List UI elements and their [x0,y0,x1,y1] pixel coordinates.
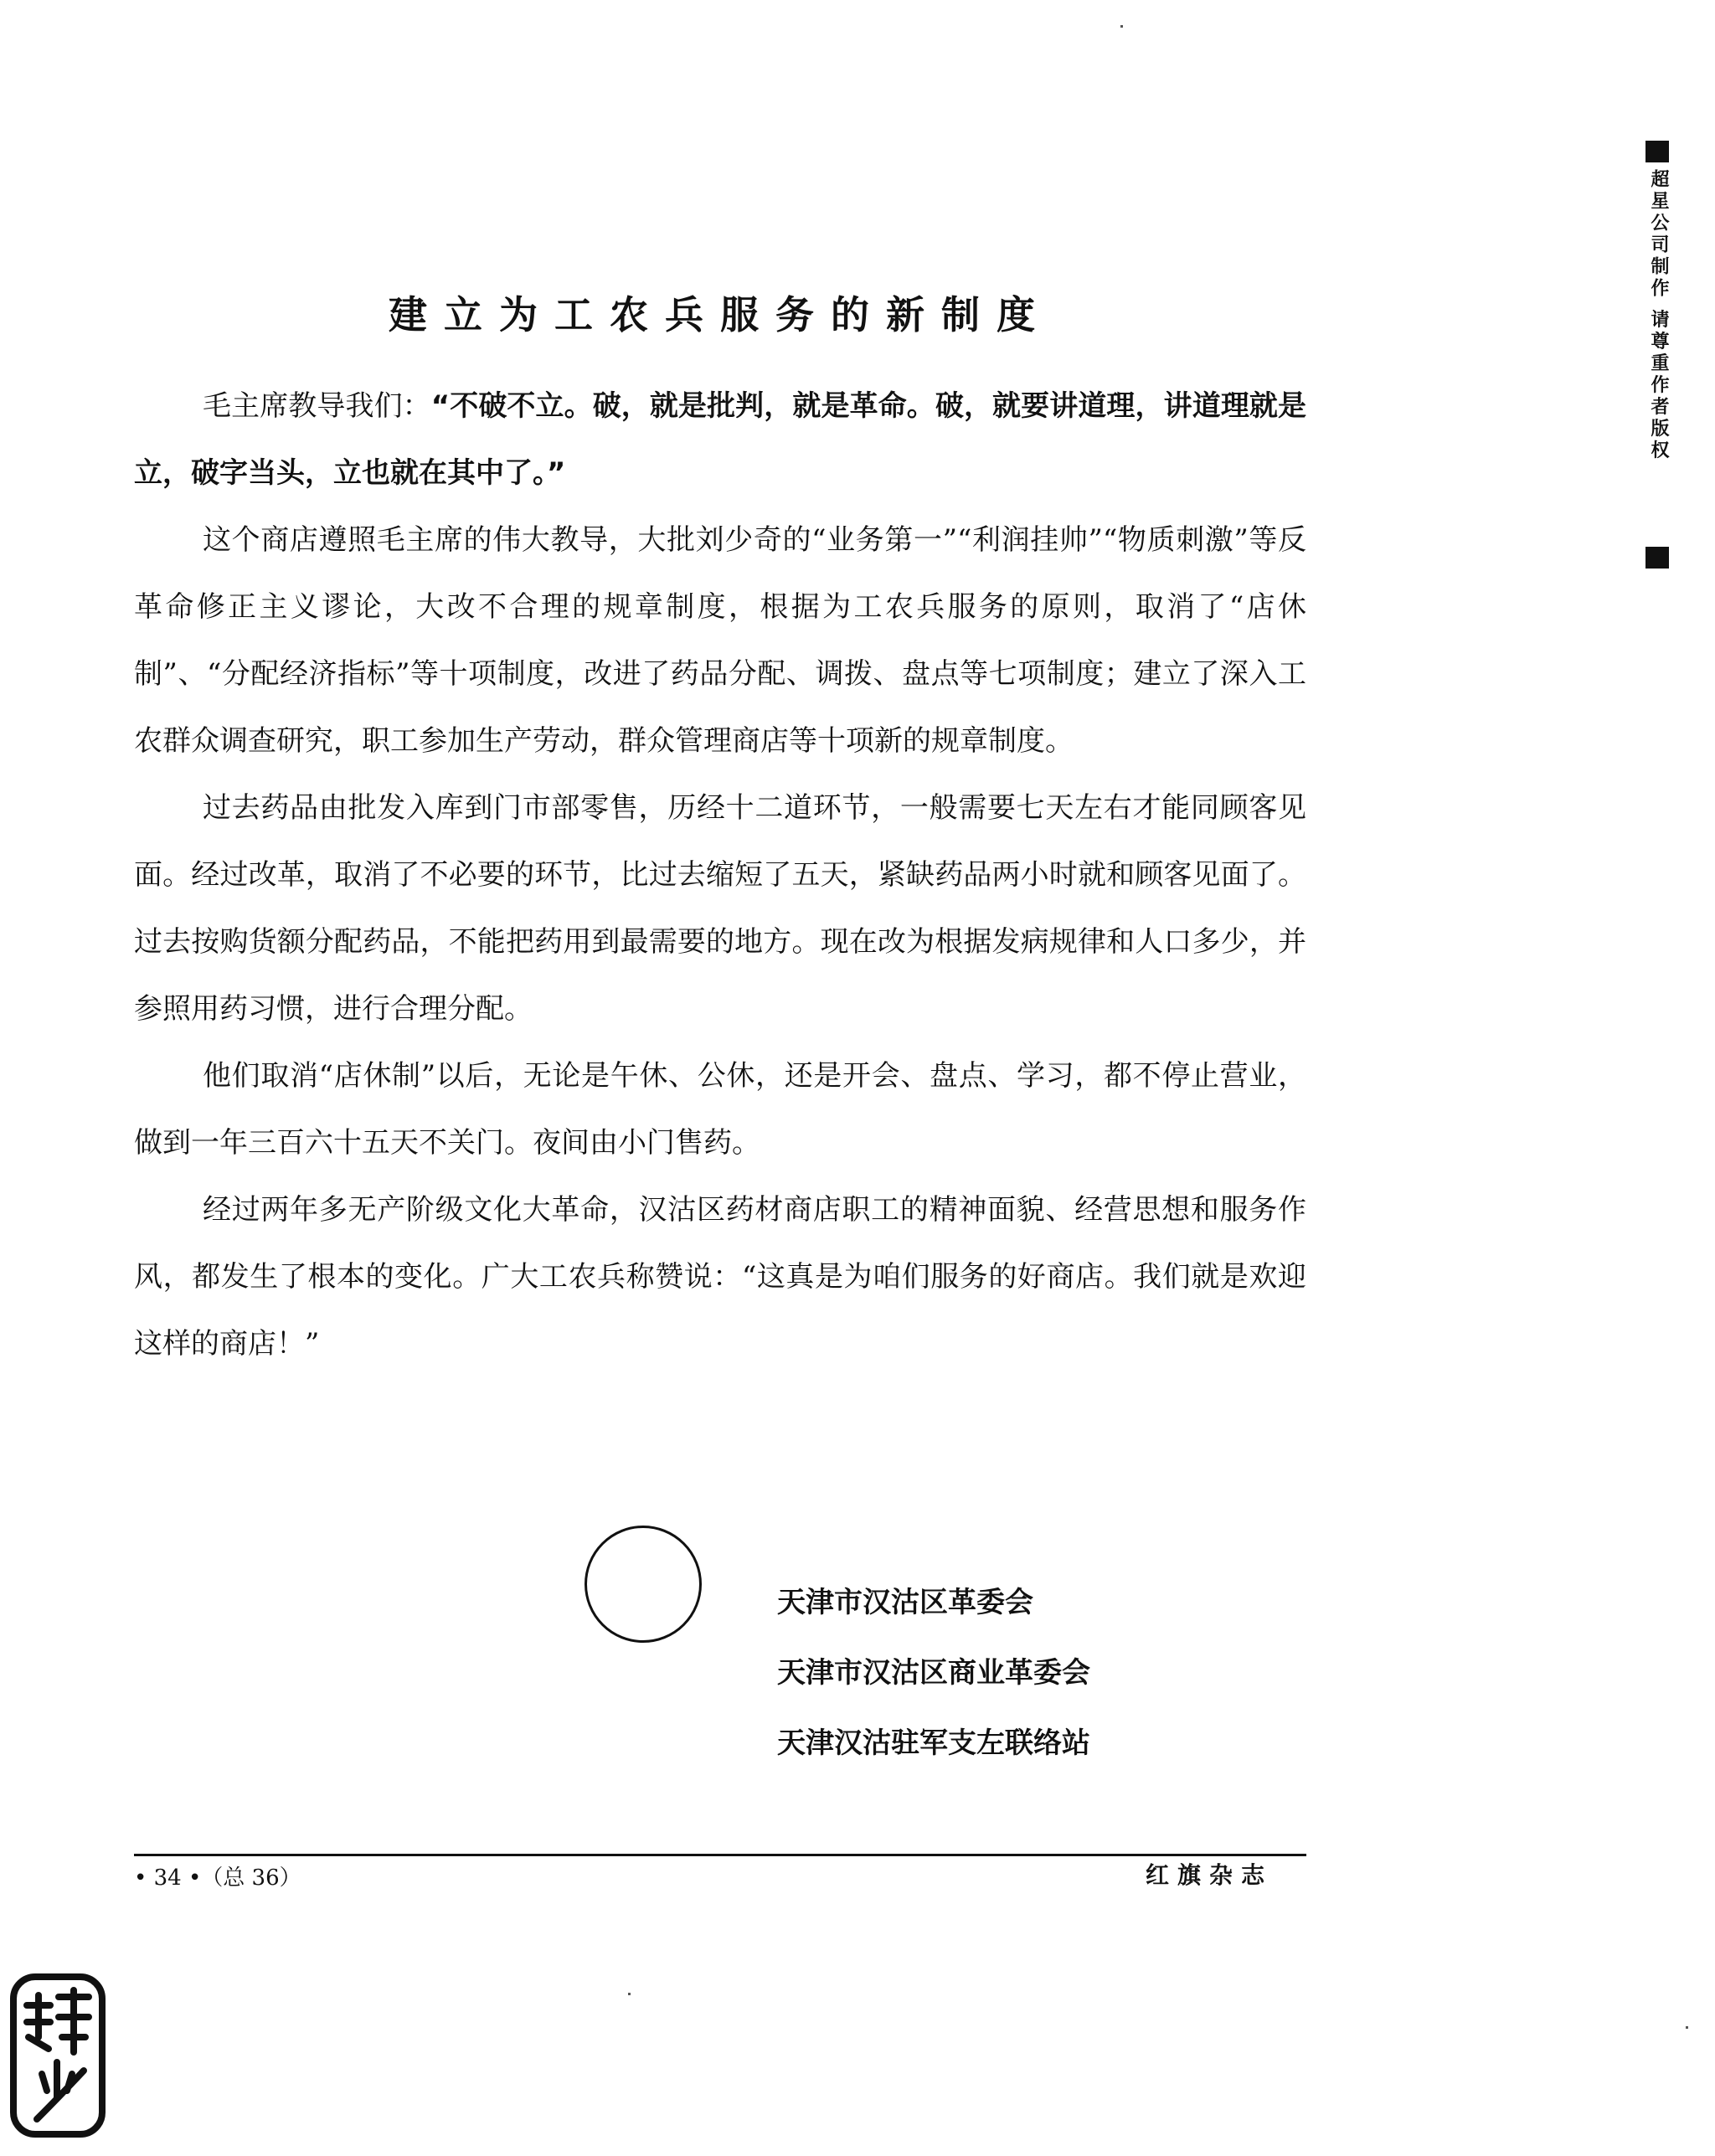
side-copyright-text: 超星公司制作 请尊重作者版权 [1648,169,1669,462]
signer-1: 天津市汉沽区革委会 [777,1586,1033,1619]
signer-2: 天津市汉沽区商业革委会 [777,1656,1090,1690]
chop-stamp-icon [8,1972,107,2139]
paragraph-3: 他们取消“店休制”以后，无论是午休、公休，还是开会、盘点、学习，都不停止营业，做到一年三百六十五天不关门。夜间由小门售药。 [134,1059,1306,1160]
paragraph-4: 经过两年多无产阶级文化大革命，汉沽区药材商店职工的精神面貌、经营思想和服务作风，都发生了根本的变化。广大工农兵称赞说：“这真是为咱们服务的好商店。我们就是欢迎这样的商店！” [134,1193,1306,1361]
footer-page-number: • 34 •（总 36） [134,1865,301,1891]
paragraph-2: 过去药品由批发入库到门市部零售，历经十二道环节，一般需要七天左右才能同顾客见面。经过改革，取消了不必要的环节，比过去缩短了五天，紧缺药品两小时就和顾客见面了。过去按购货额分配药品，不能把药用到最需要的地方。现在改为根据发病规律和人口多少，并参照用药习惯，进行合理分配。 [134,791,1306,1026]
scan-speck [628,1993,631,1995]
paragraph-1: 这个商店遵照毛主席的伟大教导，大批刘少奇的“业务第一”“利润挂帅”“物质刺激”等反革命修正主义谬论，大改不合理的规章制度，根据为工农兵服务的原则，取消了“店休制”、“分配经济指标”等十项制度，改进了药品分配、调拨、盘点等七项制度；建立了深入工农群众调查研究，职工参加生产劳动，群众管理商店等十项新的规章制度。 [134,523,1306,758]
side-copyright-strip [1645,141,1679,569]
strip-bottom-bar [1645,547,1669,569]
quote-paragraph [134,373,1306,507]
quote-intro: 毛主席教导我们： [203,389,431,423]
signer-3: 天津汉沽驻军支左联络站 [777,1726,1090,1760]
footer-journal-name: 红旗杂志 [1146,1861,1274,1889]
article-title: 建立为工农兵服务的新制度 [389,292,1052,337]
footer-divider [134,1854,1306,1856]
quote-line-2: 讲道理就是立，破字当头，立也就在其中了。” [134,389,1307,490]
seal-circle-icon [585,1526,702,1643]
signer-block [777,1567,1090,1778]
article-body [134,373,1306,1377]
strip-top-bar [1645,141,1669,162]
scan-speck [1120,25,1123,28]
quote-line-1: “不破不立。破，就是批判，就是革命。破，就要讲道理， [430,389,1164,423]
scan-speck [1686,2026,1688,2029]
